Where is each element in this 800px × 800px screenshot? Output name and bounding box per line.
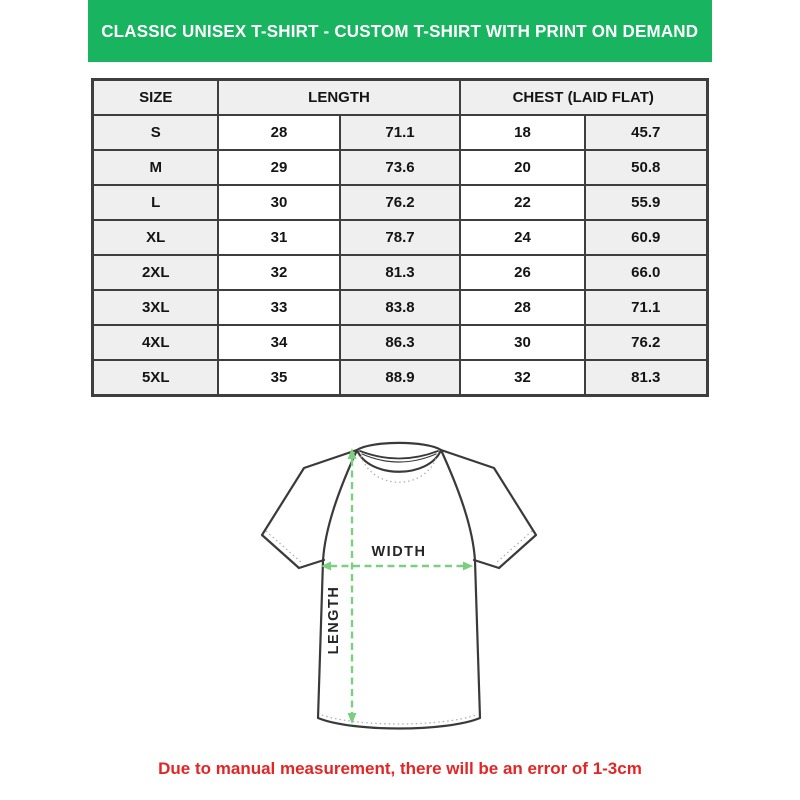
table-row bbox=[93, 185, 707, 220]
chest-in-cell: 26 bbox=[460, 255, 585, 290]
chest-cm-cell: 55.9 bbox=[585, 185, 707, 220]
chest-cm-cell: 81.3 bbox=[585, 360, 707, 396]
chest-in-cell: 20 bbox=[460, 150, 585, 185]
length-label: LENGTH bbox=[326, 585, 342, 655]
chest-in-cell: 30 bbox=[460, 325, 585, 360]
length-cm-cell: 83.8 bbox=[340, 290, 460, 325]
width-label: WIDTH bbox=[371, 544, 427, 560]
length-cm-cell: 73.6 bbox=[340, 150, 460, 185]
table-row bbox=[93, 325, 707, 360]
length-cm-cell: 81.3 bbox=[340, 255, 460, 290]
length-in-cell: 28 bbox=[218, 115, 340, 150]
size-cell: L bbox=[93, 185, 218, 220]
length-in-cell: 32 bbox=[218, 255, 340, 290]
length-in-cell: 29 bbox=[218, 150, 340, 185]
length-cm-cell: 76.2 bbox=[340, 185, 460, 220]
chest-cm-cell: 66.0 bbox=[585, 255, 707, 290]
measurement-note: Due to manual measurement, there will be an error of 1-3cm bbox=[158, 759, 642, 778]
chest-cm-cell: 50.8 bbox=[585, 150, 707, 185]
chest-cm-cell: 71.1 bbox=[585, 290, 707, 325]
table-row bbox=[93, 360, 707, 396]
tshirt-body-outline bbox=[318, 443, 480, 729]
header-size: SIZE bbox=[93, 80, 218, 116]
chest-cm-cell: 60.9 bbox=[585, 220, 707, 255]
size-cell: XL bbox=[93, 220, 218, 255]
table-row bbox=[93, 115, 707, 150]
length-in-cell: 31 bbox=[218, 220, 340, 255]
header-chest: CHEST (LAID FLAT) bbox=[460, 80, 707, 116]
length-cm-cell: 78.7 bbox=[340, 220, 460, 255]
tshirt-diagram bbox=[258, 437, 542, 735]
size-cell: 2XL bbox=[93, 255, 218, 290]
right-cuff-stitch bbox=[496, 531, 532, 563]
header-row bbox=[93, 80, 707, 116]
chest-in-cell: 18 bbox=[460, 115, 585, 150]
chest-in-cell: 32 bbox=[460, 360, 585, 396]
chest-cm-cell: 45.7 bbox=[585, 115, 707, 150]
tshirt-svg bbox=[258, 437, 542, 735]
table-row bbox=[93, 150, 707, 185]
size-cell: 4XL bbox=[93, 325, 218, 360]
size-chart-table bbox=[91, 78, 708, 397]
page-title: CLASSIC UNISEX T-SHIRT - CUSTOM T-SHIRT WITH PRINT ON DEMAND bbox=[101, 20, 699, 41]
table-row bbox=[93, 255, 707, 290]
title-banner bbox=[88, 0, 712, 62]
left-cuff-stitch bbox=[266, 531, 302, 563]
chest-in-cell: 24 bbox=[460, 220, 585, 255]
size-cell: 5XL bbox=[93, 360, 218, 396]
size-cell: 3XL bbox=[93, 290, 218, 325]
length-in-cell: 33 bbox=[218, 290, 340, 325]
size-cell: M bbox=[93, 150, 218, 185]
table-row bbox=[93, 220, 707, 255]
length-in-cell: 35 bbox=[218, 360, 340, 396]
header-length: LENGTH bbox=[218, 80, 460, 116]
length-cm-cell: 86.3 bbox=[340, 325, 460, 360]
length-in-cell: 30 bbox=[218, 185, 340, 220]
chest-in-cell: 22 bbox=[460, 185, 585, 220]
table-row bbox=[93, 290, 707, 325]
length-cm-cell: 71.1 bbox=[340, 115, 460, 150]
size-cell: S bbox=[93, 115, 218, 150]
chest-cm-cell: 76.2 bbox=[585, 325, 707, 360]
length-in-cell: 34 bbox=[218, 325, 340, 360]
length-cm-cell: 88.9 bbox=[340, 360, 460, 396]
chest-in-cell: 28 bbox=[460, 290, 585, 325]
